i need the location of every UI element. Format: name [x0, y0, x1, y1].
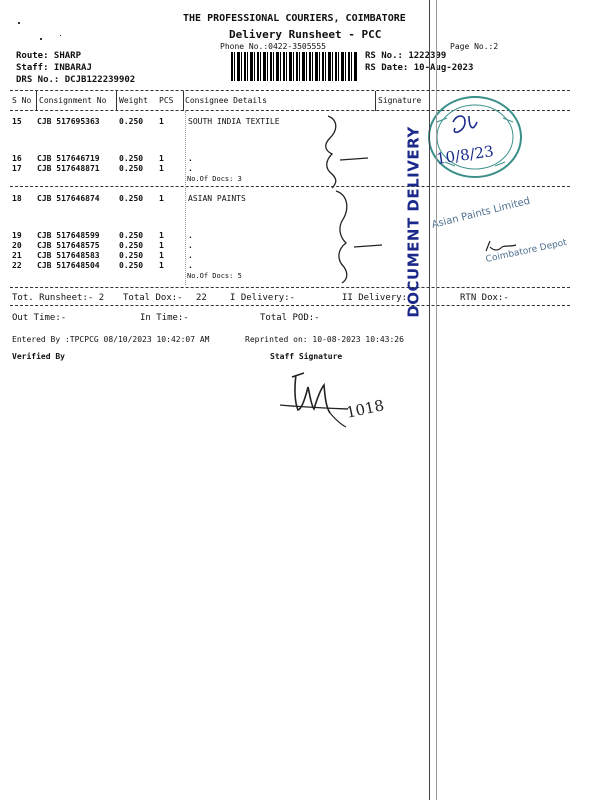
entered-by: Entered By :TPCPCG 08/10/2023 10:42:07 AM [12, 335, 210, 344]
row-detail: . [188, 154, 193, 163]
row-consignment: CJB 517695363 [37, 117, 100, 126]
docs-count: No.Of Docs: 3 [187, 175, 242, 183]
row-detail: . [188, 164, 193, 173]
barcode [231, 52, 358, 81]
header-consignee: Consignee Details [185, 96, 267, 105]
date-stamp-handwritten: 10/8/23 [435, 142, 495, 168]
row-pcs: 1 [159, 154, 164, 163]
phone-number: Phone No.:0422-3505555 [220, 42, 326, 51]
docs-count: No.Of Docs: 5 [187, 272, 242, 280]
row-sno: 15 [12, 117, 22, 126]
row-sno: 19 [12, 231, 22, 240]
row-sno: 18 [12, 194, 22, 203]
row-pcs: 1 [159, 241, 164, 250]
row-weight: 0.250 [119, 117, 144, 126]
col-divider [183, 91, 184, 111]
total-dox-label: Total Dox:- [123, 293, 183, 303]
row-weight: 0.250 [119, 241, 144, 250]
row-pcs: 1 [159, 194, 164, 203]
row-consignee: SOUTH INDIA TEXTILE [188, 117, 280, 126]
row-pcs: 1 [159, 164, 164, 173]
row-consignment: CJB 517646719 [37, 154, 100, 163]
row-detail: . [188, 231, 193, 240]
row-detail: . [188, 241, 193, 250]
row-weight: 0.250 [119, 261, 144, 270]
scan-line [429, 0, 430, 800]
staff-name: Staff: INBARAJ [16, 63, 92, 73]
row-consignment: CJB 517648583 [37, 251, 100, 260]
out-time: Out Time:- [12, 313, 67, 323]
asian-paints-stamp-line1: Asian Paints Limited [430, 195, 532, 231]
drs-number: DRS No.: DCJB122239902 [16, 75, 136, 85]
totals-bottom-rule [10, 305, 570, 306]
total-dox-value: 22 [196, 293, 207, 303]
group-separator [10, 186, 570, 187]
company-name: THE PROFESSIONAL COURIERS, COIMBATORE [183, 13, 406, 24]
row-pcs: 1 [159, 117, 164, 126]
asian-paints-initial-scribble [482, 235, 522, 259]
signature-column-line [185, 111, 186, 285]
col-divider [116, 91, 117, 111]
row-sno: 17 [12, 164, 22, 173]
row-pcs: 1 [159, 251, 164, 260]
in-time: In Time:- [140, 313, 189, 323]
row-sno: 22 [12, 261, 22, 270]
staff-signature-number: 1018 [344, 396, 386, 422]
row-weight: 0.250 [119, 164, 144, 173]
row-weight: 0.250 [119, 231, 144, 240]
header-signature: Signature [378, 96, 422, 105]
row-pcs: 1 [159, 231, 164, 240]
row-pcs: 1 [159, 261, 164, 270]
signature-brace-1 [312, 110, 372, 190]
row-sno: 21 [12, 251, 22, 260]
row-sno: 20 [12, 241, 22, 250]
header-consignment: Consignment No [39, 96, 107, 105]
row-consignment: CJB 517648575 [37, 241, 100, 250]
rs-date: RS Date: 10-Aug-2023 [365, 63, 474, 73]
row-weight: 0.250 [119, 154, 144, 163]
reprinted-on: Reprinted on: 10-08-2023 10:43:26 [245, 335, 404, 344]
ii-delivery: II Delivery: [342, 293, 408, 303]
col-divider [375, 91, 376, 111]
row-consignment: CJB 517646874 [37, 194, 100, 203]
asian-paints-stamp-line2: Coimbatore Depot [484, 237, 568, 265]
header-pcs: PCS [159, 96, 174, 105]
row-consignment: CJB 517648871 [37, 164, 100, 173]
scan-speck [40, 38, 42, 40]
scan-speck [60, 35, 61, 36]
route: Route: SHARP [16, 51, 82, 61]
col-divider [36, 91, 37, 111]
totals-top-rule [10, 287, 570, 288]
table-top-rule [10, 90, 570, 91]
row-consignee: ASIAN PAINTS [188, 194, 246, 203]
verified-by: Verified By [12, 352, 65, 361]
row-consignment: CJB 517648504 [37, 261, 100, 270]
row-detail: . [188, 251, 193, 260]
row-weight: 0.250 [119, 251, 144, 260]
row-detail: . [188, 261, 193, 270]
header-sno: S No [12, 96, 32, 105]
rtn-dox: RTN Dox:- [460, 293, 509, 303]
signature-brace-2 [328, 185, 388, 285]
total-pod: Total POD:- [260, 313, 320, 323]
row-sno: 16 [12, 154, 22, 163]
scan-speck [18, 22, 20, 24]
rs-number: RS No.: 1222399 [365, 51, 447, 61]
tot-runsheet: Tot. Runsheet:- 2 [12, 293, 105, 303]
row-weight: 0.250 [119, 194, 144, 203]
document-title: Delivery Runsheet - PCC [229, 28, 382, 41]
document-delivery-stamp: DOCUMENT DELIVERY [404, 126, 423, 318]
page-number: Page No.:2 [450, 42, 499, 51]
i-delivery: I Delivery:- [230, 293, 296, 303]
row-consignment: CJB 517648599 [37, 231, 100, 240]
date-stamp-circle [425, 92, 525, 182]
header-weight: Weight [119, 96, 148, 105]
staff-signature-label: Staff Signature [270, 352, 343, 361]
scan-line [436, 0, 437, 800]
